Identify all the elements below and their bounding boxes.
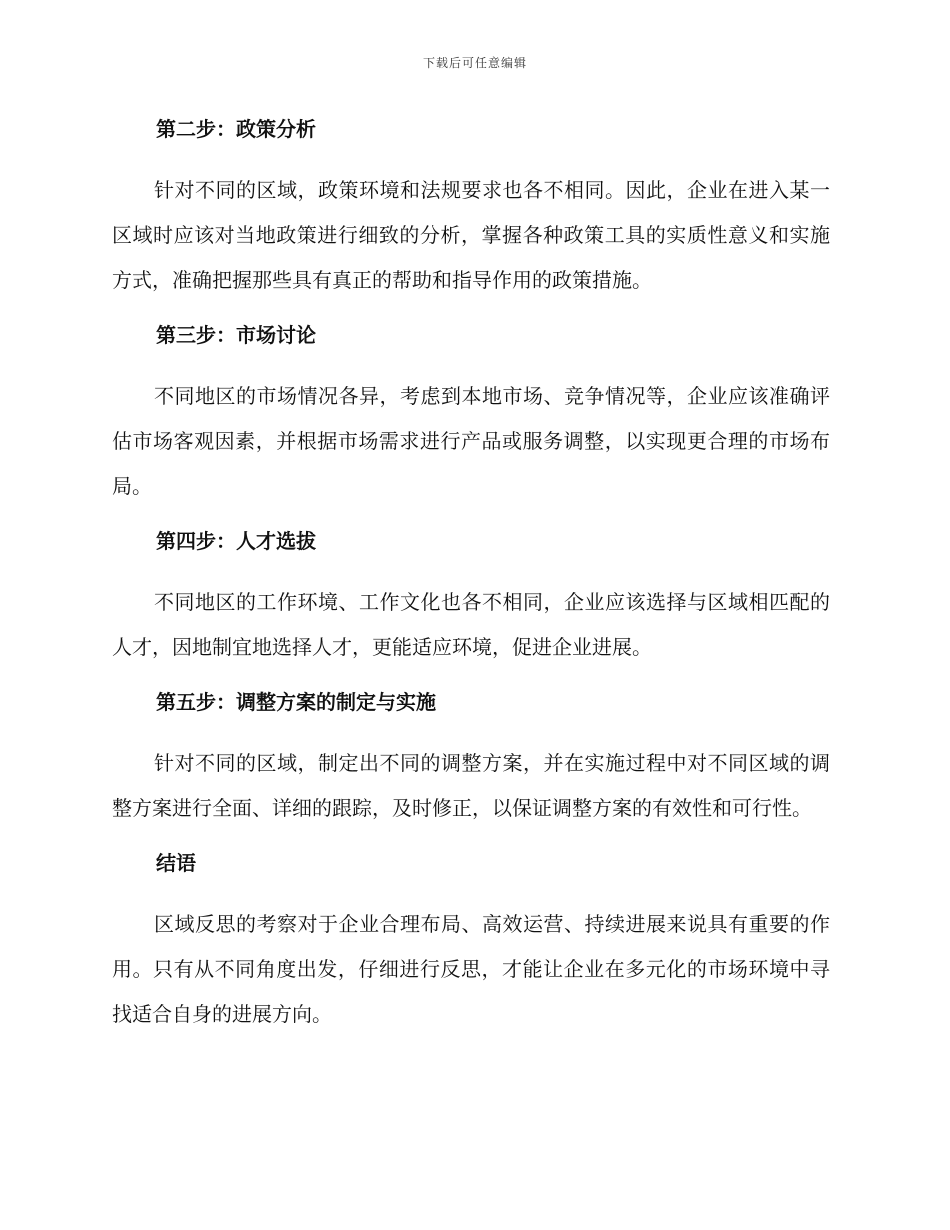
section-paragraph-market: 不同地区的市场情况各异，考虑到本地市场、竞争情况等，企业应该准确评估市场客观因素，并根据市场需求进行产品或服务调整，以实现更合理的市场布局。 (112, 384, 830, 498)
running-header: 下载后可任意编辑 (422, 56, 527, 70)
section-heading-policy: 第二步：政策分析 (156, 117, 316, 141)
section-heading-plan: 第五步：调整方案的制定与实施 (156, 690, 436, 714)
section-paragraph-policy: 针对不同的区域，政策环境和法规要求也各不相同。因此，企业在进入某一区域时应该对当地政策进行细致的分析，掌握各种政策工具的实质性意义和实施方式，准确把握那些具有真正的帮助和指导作用的政策措施。 (112, 178, 830, 292)
section-paragraph-talent: 不同地区的工作环境、工作文化也各不相同，企业应该选择与区域相匹配的人才，因地制宜地选择人才，更能适应环境，促进企业进展。 (112, 590, 830, 659)
section-heading-talent: 第四步：人才选拔 (156, 529, 316, 553)
section-paragraph-conclusion: 区域反思的考察对于企业合理布局、高效运营、持续进展来说具有重要的作用。只有从不同角度出发，仔细进行反思，才能让企业在多元化的市场环境中寻找适合自身的进展方向。 (112, 912, 830, 1026)
document-body (112, 112, 830, 1052)
section-heading-conclusion: 结语 (156, 851, 196, 875)
section-paragraph-plan: 针对不同的区域，制定出不同的调整方案，并在实施过程中对不同区域的调整方案进行全面、详细的跟踪，及时修正，以保证调整方案的有效性和可行性。 (112, 751, 830, 820)
section-heading-market: 第三步：市场讨论 (156, 323, 316, 347)
